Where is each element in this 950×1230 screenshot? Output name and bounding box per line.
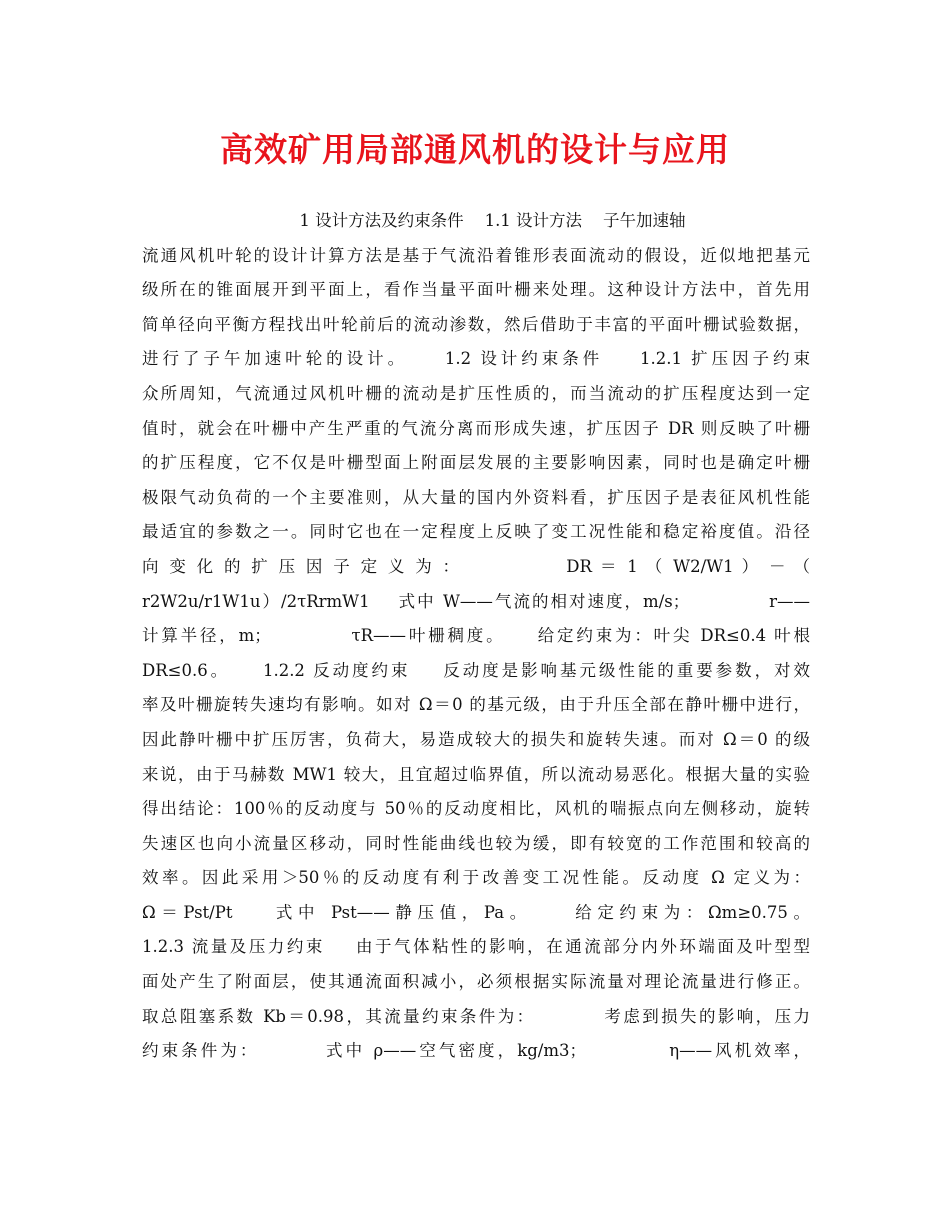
text-line: 值时，就会在叶栅中产生严重的气流分离而形成失速，扩压因子 DR 则反映了叶栅 bbox=[142, 418, 810, 438]
text-line: 面处产生了附面层，使其通流面积减小，必须根据实际流量对理论流量进行修正。 bbox=[142, 972, 810, 992]
text-line: 因此静叶栅中扩压厉害，负荷大，易造成较大的损失和旋转失速。而对 Ω＝0 的级 bbox=[142, 729, 810, 749]
document-title: 高效矿用局部通风机的设计与应用 bbox=[220, 130, 730, 169]
text-line: Ω＝Pst/Pt 式中 Pst——静压值，Pa。 给定约束为：Ωm≥0.75。 bbox=[142, 902, 810, 922]
text-line: DR≤0.6。 1.2.2 反动度约束 反动度是影响基元级性能的重要参数，对效 bbox=[142, 660, 810, 680]
text-line: 失速区也向小流量区移动，同时性能曲线也较为缓，即有较宽的工作范围和较高的 bbox=[142, 833, 810, 853]
text-line: 向 变 化 的 扩 压 因 子 定 义 为 ： DR ＝ 1 （ W2/W1 ） － （ bbox=[142, 556, 810, 576]
text-line: 1 设计方法及约束条件 1.1 设计方法 子午加速轴 bbox=[142, 211, 686, 230]
text-line: 率及叶栅旋转失速均有影响。如对 Ω＝0 的基元级，由于升压全部在静叶栅中进行， bbox=[142, 695, 810, 715]
text-line: 计算半径，m； τR——叶栅稠度。 给定约束为：叶尖 DR≤0.4 叶根 bbox=[142, 626, 810, 646]
text-line: 来说，由于马赫数 MW1 较大，且宜超过临界值，所以流动易恶化。根据大量的实验 bbox=[142, 764, 810, 784]
text-line: 级所在的锥面展开到平面上，看作当量平面叶栅来处理。这种设计方法中，首先用 bbox=[142, 280, 810, 300]
text-line: 众所周知，气流通过风机叶栅的流动是扩压性质的，而当流动的扩压程度达到一定 bbox=[142, 383, 810, 403]
text-line: 效率。因此采用＞50％的反动度有利于改善变工况性能。反动度 Ω 定义为： bbox=[142, 868, 810, 888]
document-body bbox=[142, 206, 810, 1071]
text-line: 流通风机叶轮的设计计算方法是基于气流沿着锥形表面流动的假设，近似地把基元 bbox=[142, 245, 810, 265]
text-line: 极限气动负荷的一个主要准则，从大量的国内外资料看，扩压因子是表征风机性能 bbox=[142, 487, 810, 507]
text-line: 的扩压程度，它不仅是叶栅型面上附面层发展的主要影响因素，同时也是确定叶栅 bbox=[142, 453, 810, 473]
text-line: 简单径向平衡方程找出叶轮前后的流动渗数，然后借助于丰富的平面叶栅试验数据， bbox=[142, 314, 810, 334]
text-line: 得出结论：100％的反动度与 50％的反动度相比，风机的喘振点向左侧移动，旋转 bbox=[142, 799, 810, 819]
text-line: 取总阻塞系数 Kb＝0.98，其流量约束条件为： 考虑到损失的影响，压力 bbox=[142, 1006, 810, 1026]
text-line: 1.2.3 流量及压力约束 由于气体粘性的影响，在通流部分内外环端面及叶型型 bbox=[142, 937, 810, 957]
text-line: 进行了子午加速叶轮的设计。 1.2 设计约束条件 1.2.1 扩压因子约束 bbox=[142, 349, 810, 369]
text-line: 约束条件为： 式中 ρ——空气密度，kg/m3； η——风机效率， bbox=[142, 1041, 810, 1061]
text-line: r2W2u/r1W1u）/2τRrmW1 式中 W——气流的相对速度，m/s； r—— bbox=[142, 591, 810, 611]
text-line: 最适宜的参数之一。同时它也在一定程度上反映了变工况性能和稳定裕度值。沿径 bbox=[142, 522, 810, 542]
